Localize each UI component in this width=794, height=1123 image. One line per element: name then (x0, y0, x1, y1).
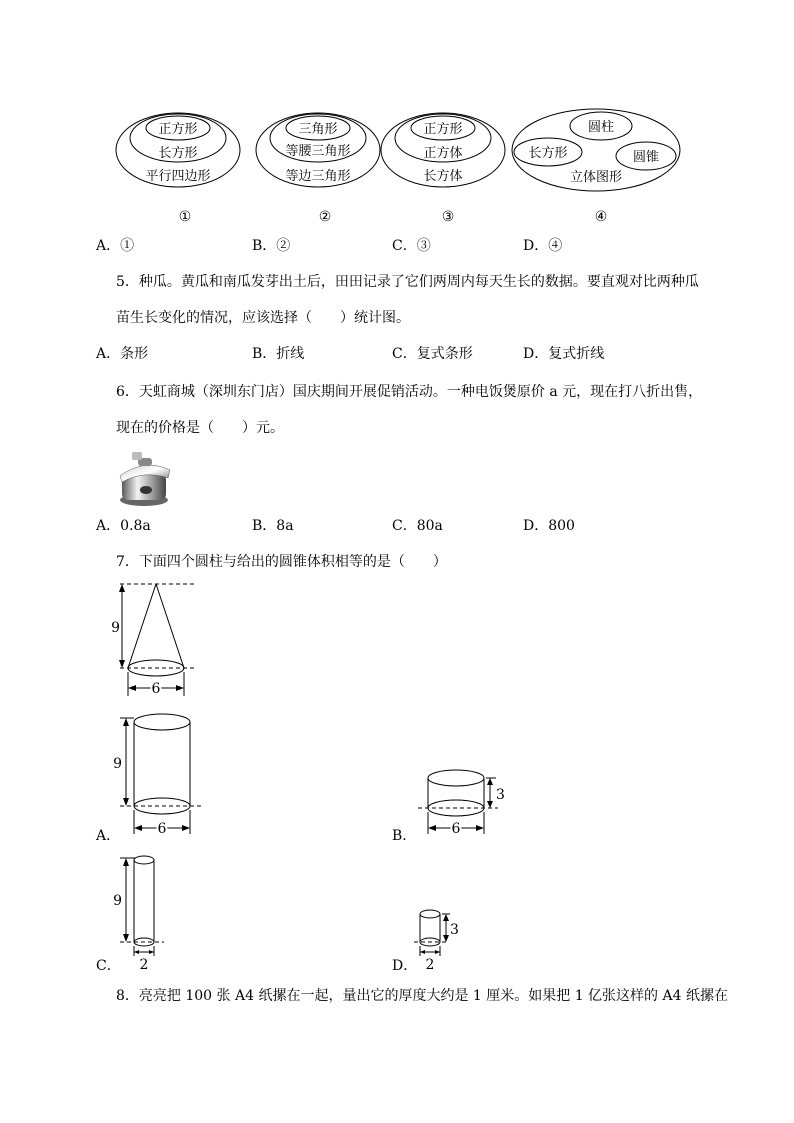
cylinder-b-figure[interactable] (414, 764, 514, 842)
q5-option-a[interactable]: A．条形 (96, 346, 149, 362)
venn-diagram-4 (512, 109, 680, 225)
cylinder-a-figure[interactable] (112, 708, 216, 842)
q5-option-b[interactable]: B．折线 (252, 346, 305, 362)
cyl-d-diameter-label: 2 (425, 957, 435, 973)
cone-figure (100, 576, 220, 702)
diagram2-outer: 等边三角形 (285, 169, 351, 184)
q4-option-b[interactable]: B．② (252, 238, 291, 254)
q5-option-c[interactable]: C．复式条形 (392, 346, 473, 362)
diagram3-inner: 正方形 (423, 122, 463, 137)
diagram4-number: ④ (594, 209, 608, 225)
q5-text-line1: 5．种瓜。黄瓜和南瓜发芽出土后，田田记录了它们两周内每天生长的数据。要直观对比两种瓜 (116, 274, 699, 290)
cyl-a-diameter-label: 6 (157, 821, 167, 837)
q7-option-a[interactable]: A． (96, 828, 121, 844)
q6-text-line2: 现在的价格是（ ）元。 (116, 420, 284, 436)
q6-option-a[interactable]: A．0.8a (96, 518, 151, 534)
diagram1-inner: 正方形 (158, 122, 198, 137)
cylinder-d-figure[interactable] (412, 904, 472, 974)
cyl-d-height-label: 3 (450, 922, 459, 938)
diagram3-number: ③ (441, 209, 455, 225)
diagram4-outer: 立体图形 (569, 170, 623, 185)
q4-diagrams (0, 0, 794, 230)
diagram4-b: 长方形 (528, 146, 568, 161)
q4-option-c[interactable]: C．③ (392, 238, 431, 254)
cone-height-label: 9 (111, 620, 120, 636)
diagram1-number: ① (178, 209, 192, 225)
q6-text-line1: 6．天虹商城（深圳东门店）国庆期间开展促销活动。一种电饭煲原价 a 元，现在打八折出售， (116, 384, 703, 400)
cylinder-c-figure[interactable] (112, 850, 172, 974)
q6-option-b[interactable]: B．8a (252, 518, 294, 534)
diagram1-middle: 长方形 (158, 146, 198, 161)
cyl-c-height-label: 9 (113, 893, 122, 909)
cyl-b-height-label: 3 (496, 787, 505, 803)
diagram4-c: 圆锥 (632, 150, 660, 165)
cyl-b-diameter-label: 6 (451, 821, 461, 837)
q7-text-line1: 7．下面四个圆柱与给出的圆锥体积相等的是（ ） (116, 554, 447, 570)
venn-diagram-2 (256, 113, 380, 225)
q5-text-line2: 苗生长变化的情况，应该选择（ ）统计图。 (116, 310, 410, 326)
q7-option-b[interactable]: B． (392, 828, 417, 844)
diagram3-outer: 长方体 (423, 169, 463, 184)
rice-cooker-image (116, 448, 176, 510)
diagram2-middle: 等腰三角形 (285, 144, 351, 159)
q7-option-c[interactable]: C． (96, 958, 121, 974)
venn-diagram-3 (381, 113, 505, 225)
diagram1-outer: 平行四边形 (145, 169, 211, 184)
q6-option-c[interactable]: C．80a (392, 518, 443, 534)
q7-option-d[interactable]: D． (392, 958, 418, 974)
q4-option-a[interactable]: A．① (96, 238, 135, 254)
venn-diagram-1 (116, 113, 240, 225)
cyl-c-diameter-label: 2 (139, 957, 149, 973)
q6-option-d[interactable]: D．800 (523, 518, 575, 534)
q5-option-d[interactable]: D．复式折线 (523, 346, 605, 362)
cyl-a-height-label: 9 (113, 756, 122, 772)
cone-diameter-label: 6 (151, 681, 161, 697)
diagram2-number: ② (318, 209, 332, 225)
q8-text-line1: 8．亮亮把 100 张 A4 纸摞在一起，量出它的厚度大约是 1 厘米。如果把 1 亿张这样的 A4 纸摞在 (116, 988, 728, 1004)
diagram3-middle: 正方体 (423, 146, 463, 161)
diagram2-inner: 三角形 (298, 122, 338, 137)
diagram4-a: 圆柱 (587, 120, 615, 135)
q4-option-d[interactable]: D．④ (523, 238, 563, 254)
